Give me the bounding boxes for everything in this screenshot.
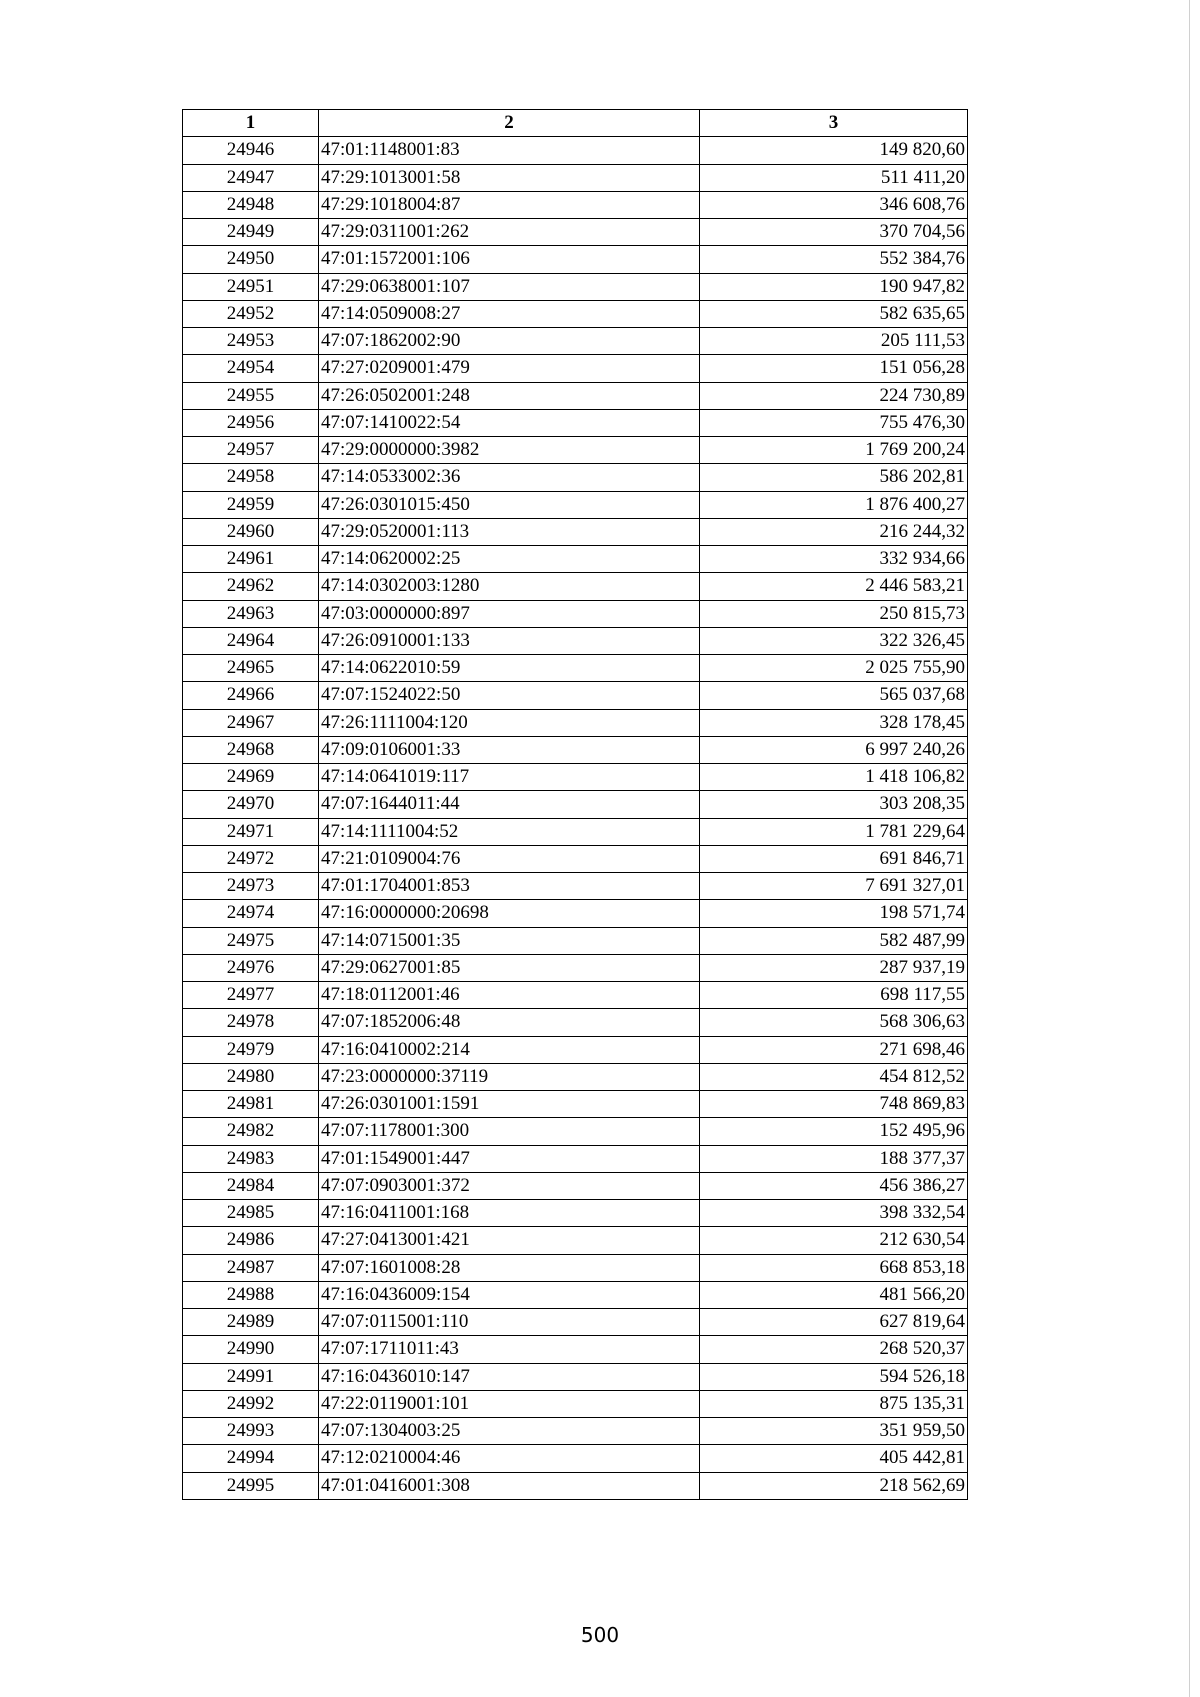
cadastral-number-cell: 47:01:0416001:308 bbox=[319, 1472, 700, 1499]
table-row bbox=[183, 164, 968, 191]
column-header-2: 2 bbox=[319, 110, 700, 137]
value-cell: 755 476,30 bbox=[700, 409, 968, 436]
page-number: 500 bbox=[580, 1623, 620, 1647]
value-cell: 405 442,81 bbox=[700, 1445, 968, 1472]
cadastral-number-cell: 47:29:0638001:107 bbox=[319, 273, 700, 300]
cadastral-number-cell: 47:26:0502001:248 bbox=[319, 382, 700, 409]
cadastral-number-cell: 47:09:0106001:33 bbox=[319, 736, 700, 763]
value-cell: 1 781 229,64 bbox=[700, 818, 968, 845]
row-number-cell: 24965 bbox=[183, 655, 319, 682]
value-cell: 190 947,82 bbox=[700, 273, 968, 300]
value-cell: 481 566,20 bbox=[700, 1281, 968, 1308]
table-row bbox=[183, 1200, 968, 1227]
value-cell: 1 769 200,24 bbox=[700, 437, 968, 464]
column-header-3: 3 bbox=[700, 110, 968, 137]
row-number-cell: 24993 bbox=[183, 1418, 319, 1445]
row-number-cell: 24959 bbox=[183, 491, 319, 518]
value-cell: 2 025 755,90 bbox=[700, 655, 968, 682]
value-cell: 151 056,28 bbox=[700, 355, 968, 382]
value-cell: 565 037,68 bbox=[700, 682, 968, 709]
value-cell: 218 562,69 bbox=[700, 1472, 968, 1499]
row-number-cell: 24953 bbox=[183, 328, 319, 355]
table-row bbox=[183, 1309, 968, 1336]
row-number-cell: 24970 bbox=[183, 791, 319, 818]
value-cell: 287 937,19 bbox=[700, 954, 968, 981]
value-cell: 748 869,83 bbox=[700, 1091, 968, 1118]
table-row bbox=[183, 1118, 968, 1145]
table-row bbox=[183, 246, 968, 273]
row-number-cell: 24947 bbox=[183, 164, 319, 191]
value-cell: 250 815,73 bbox=[700, 600, 968, 627]
value-cell: 152 495,96 bbox=[700, 1118, 968, 1145]
row-number-cell: 24962 bbox=[183, 573, 319, 600]
cadastral-number-cell: 47:07:0903001:372 bbox=[319, 1172, 700, 1199]
table-row bbox=[183, 954, 968, 981]
cadastral-number-cell: 47:14:0641019:117 bbox=[319, 764, 700, 791]
table-row bbox=[183, 845, 968, 872]
table-row bbox=[183, 764, 968, 791]
cadastral-number-cell: 47:07:0115001:110 bbox=[319, 1309, 700, 1336]
cadastral-number-cell: 47:14:0302003:1280 bbox=[319, 573, 700, 600]
row-number-cell: 24978 bbox=[183, 1009, 319, 1036]
cadastral-number-cell: 47:14:0533002:36 bbox=[319, 464, 700, 491]
table-row bbox=[183, 1227, 968, 1254]
value-cell: 1 876 400,27 bbox=[700, 491, 968, 518]
cadastral-number-cell: 47:29:0627001:85 bbox=[319, 954, 700, 981]
cadastral-number-cell: 47:29:1018004:87 bbox=[319, 191, 700, 218]
row-number-cell: 24950 bbox=[183, 246, 319, 273]
row-number-cell: 24976 bbox=[183, 954, 319, 981]
cadastral-number-cell: 47:07:1410022:54 bbox=[319, 409, 700, 436]
row-number-cell: 24957 bbox=[183, 437, 319, 464]
value-cell: 370 704,56 bbox=[700, 219, 968, 246]
value-cell: 7 691 327,01 bbox=[700, 873, 968, 900]
cadastral-number-cell: 47:14:0622010:59 bbox=[319, 655, 700, 682]
row-number-cell: 24977 bbox=[183, 982, 319, 1009]
cadastral-number-cell: 47:29:0000000:3982 bbox=[319, 437, 700, 464]
cadastral-number-cell: 47:16:0410002:214 bbox=[319, 1036, 700, 1063]
row-number-cell: 24994 bbox=[183, 1445, 319, 1472]
value-cell: 594 526,18 bbox=[700, 1363, 968, 1390]
value-cell: 456 386,27 bbox=[700, 1172, 968, 1199]
row-number-cell: 24982 bbox=[183, 1118, 319, 1145]
table-header-row bbox=[183, 110, 968, 137]
value-cell: 552 384,76 bbox=[700, 246, 968, 273]
page-edge-line bbox=[1189, 0, 1190, 1697]
row-number-cell: 24964 bbox=[183, 627, 319, 654]
cadastral-number-cell: 47:29:0311001:262 bbox=[319, 219, 700, 246]
cadastral-number-cell: 47:07:1862002:90 bbox=[319, 328, 700, 355]
table-row bbox=[183, 191, 968, 218]
row-number-cell: 24975 bbox=[183, 927, 319, 954]
row-number-cell: 24949 bbox=[183, 219, 319, 246]
row-number-cell: 24972 bbox=[183, 845, 319, 872]
table-row bbox=[183, 818, 968, 845]
value-cell: 668 853,18 bbox=[700, 1254, 968, 1281]
value-cell: 568 306,63 bbox=[700, 1009, 968, 1036]
table-row bbox=[183, 1472, 968, 1499]
cadastral-number-cell: 47:14:1111004:52 bbox=[319, 818, 700, 845]
table-row bbox=[183, 573, 968, 600]
table-row bbox=[183, 1036, 968, 1063]
cadastral-number-cell: 47:26:1111004:120 bbox=[319, 709, 700, 736]
row-number-cell: 24987 bbox=[183, 1254, 319, 1281]
cadastral-number-cell: 47:18:0112001:46 bbox=[319, 982, 700, 1009]
cadastral-number-cell: 47:23:0000000:37119 bbox=[319, 1063, 700, 1090]
value-cell: 2 446 583,21 bbox=[700, 573, 968, 600]
cadastral-number-cell: 47:07:1601008:28 bbox=[319, 1254, 700, 1281]
table-row bbox=[183, 900, 968, 927]
table-row bbox=[183, 600, 968, 627]
row-number-cell: 24966 bbox=[183, 682, 319, 709]
table-row bbox=[183, 873, 968, 900]
cadastral-number-cell: 47:26:0910001:133 bbox=[319, 627, 700, 654]
row-number-cell: 24990 bbox=[183, 1336, 319, 1363]
value-cell: 1 418 106,82 bbox=[700, 764, 968, 791]
value-cell: 6 997 240,26 bbox=[700, 736, 968, 763]
table-row bbox=[183, 464, 968, 491]
column-header-1: 1 bbox=[183, 110, 319, 137]
table-row bbox=[183, 328, 968, 355]
row-number-cell: 24955 bbox=[183, 382, 319, 409]
table-row bbox=[183, 1254, 968, 1281]
row-number-cell: 24960 bbox=[183, 518, 319, 545]
row-number-cell: 24948 bbox=[183, 191, 319, 218]
value-cell: 303 208,35 bbox=[700, 791, 968, 818]
cadastral-number-cell: 47:07:1644011:44 bbox=[319, 791, 700, 818]
table-row bbox=[183, 437, 968, 464]
table-row bbox=[183, 382, 968, 409]
table-row bbox=[183, 1390, 968, 1417]
cadastral-number-cell: 47:16:0411001:168 bbox=[319, 1200, 700, 1227]
table-row bbox=[183, 682, 968, 709]
value-cell: 322 326,45 bbox=[700, 627, 968, 654]
cadastral-number-cell: 47:14:0620002:25 bbox=[319, 546, 700, 573]
row-number-cell: 24951 bbox=[183, 273, 319, 300]
row-number-cell: 24969 bbox=[183, 764, 319, 791]
cadastral-number-cell: 47:27:0413001:421 bbox=[319, 1227, 700, 1254]
value-cell: 224 730,89 bbox=[700, 382, 968, 409]
table-row bbox=[183, 1363, 968, 1390]
table-row bbox=[183, 491, 968, 518]
cadastral-number-cell: 47:01:1549001:447 bbox=[319, 1145, 700, 1172]
value-cell: 582 635,65 bbox=[700, 300, 968, 327]
table-row bbox=[183, 1009, 968, 1036]
table-row bbox=[183, 1418, 968, 1445]
value-cell: 346 608,76 bbox=[700, 191, 968, 218]
value-cell: 328 178,45 bbox=[700, 709, 968, 736]
value-cell: 454 812,52 bbox=[700, 1063, 968, 1090]
cadastral-number-cell: 47:03:0000000:897 bbox=[319, 600, 700, 627]
row-number-cell: 24980 bbox=[183, 1063, 319, 1090]
cadastral-number-cell: 47:07:1852006:48 bbox=[319, 1009, 700, 1036]
row-number-cell: 24979 bbox=[183, 1036, 319, 1063]
row-number-cell: 24961 bbox=[183, 546, 319, 573]
row-number-cell: 24988 bbox=[183, 1281, 319, 1308]
cadastral-number-cell: 47:12:0210004:46 bbox=[319, 1445, 700, 1472]
data-table bbox=[182, 109, 968, 1500]
row-number-cell: 24981 bbox=[183, 1091, 319, 1118]
row-number-cell: 24971 bbox=[183, 818, 319, 845]
cadastral-number-cell: 47:07:1178001:300 bbox=[319, 1118, 700, 1145]
value-cell: 698 117,55 bbox=[700, 982, 968, 1009]
table-row bbox=[183, 627, 968, 654]
table-row bbox=[183, 709, 968, 736]
cadastral-number-cell: 47:07:1524022:50 bbox=[319, 682, 700, 709]
row-number-cell: 24967 bbox=[183, 709, 319, 736]
row-number-cell: 24983 bbox=[183, 1145, 319, 1172]
value-cell: 691 846,71 bbox=[700, 845, 968, 872]
row-number-cell: 24968 bbox=[183, 736, 319, 763]
value-cell: 205 111,53 bbox=[700, 328, 968, 355]
table-body bbox=[183, 137, 968, 1500]
cadastral-number-cell: 47:29:1013001:58 bbox=[319, 164, 700, 191]
row-number-cell: 24986 bbox=[183, 1227, 319, 1254]
table-row bbox=[183, 791, 968, 818]
cadastral-number-cell: 47:14:0509008:27 bbox=[319, 300, 700, 327]
table-row bbox=[183, 409, 968, 436]
value-cell: 332 934,66 bbox=[700, 546, 968, 573]
table-row bbox=[183, 273, 968, 300]
value-cell: 511 411,20 bbox=[700, 164, 968, 191]
row-number-cell: 24952 bbox=[183, 300, 319, 327]
table-row bbox=[183, 546, 968, 573]
table-row bbox=[183, 736, 968, 763]
cadastral-number-cell: 47:14:0715001:35 bbox=[319, 927, 700, 954]
value-cell: 271 698,46 bbox=[700, 1036, 968, 1063]
value-cell: 627 819,64 bbox=[700, 1309, 968, 1336]
table-row bbox=[183, 355, 968, 382]
value-cell: 586 202,81 bbox=[700, 464, 968, 491]
value-cell: 582 487,99 bbox=[700, 927, 968, 954]
table-row bbox=[183, 300, 968, 327]
row-number-cell: 24992 bbox=[183, 1390, 319, 1417]
cadastral-number-cell: 47:01:1148001:83 bbox=[319, 137, 700, 164]
value-cell: 216 244,32 bbox=[700, 518, 968, 545]
cadastral-number-cell: 47:01:1572001:106 bbox=[319, 246, 700, 273]
cadastral-number-cell: 47:16:0000000:20698 bbox=[319, 900, 700, 927]
table-row bbox=[183, 518, 968, 545]
table-row bbox=[183, 219, 968, 246]
cadastral-number-cell: 47:01:1704001:853 bbox=[319, 873, 700, 900]
value-cell: 875 135,31 bbox=[700, 1390, 968, 1417]
cadastral-number-cell: 47:21:0109004:76 bbox=[319, 845, 700, 872]
value-cell: 149 820,60 bbox=[700, 137, 968, 164]
table-row bbox=[183, 982, 968, 1009]
row-number-cell: 24991 bbox=[183, 1363, 319, 1390]
row-number-cell: 24984 bbox=[183, 1172, 319, 1199]
cadastral-number-cell: 47:22:0119001:101 bbox=[319, 1390, 700, 1417]
row-number-cell: 24989 bbox=[183, 1309, 319, 1336]
table-row bbox=[183, 927, 968, 954]
table-row bbox=[183, 1336, 968, 1363]
cadastral-number-cell: 47:26:0301001:1591 bbox=[319, 1091, 700, 1118]
cadastral-number-cell: 47:29:0520001:113 bbox=[319, 518, 700, 545]
table-header bbox=[183, 110, 968, 137]
cadastral-number-cell: 47:16:0436010:147 bbox=[319, 1363, 700, 1390]
row-number-cell: 24995 bbox=[183, 1472, 319, 1499]
row-number-cell: 24958 bbox=[183, 464, 319, 491]
table-row bbox=[183, 655, 968, 682]
table-row bbox=[183, 1091, 968, 1118]
table-row bbox=[183, 1172, 968, 1199]
table-row bbox=[183, 137, 968, 164]
value-cell: 351 959,50 bbox=[700, 1418, 968, 1445]
row-number-cell: 24963 bbox=[183, 600, 319, 627]
table-row bbox=[183, 1145, 968, 1172]
cadastral-number-cell: 47:07:1304003:25 bbox=[319, 1418, 700, 1445]
table-row bbox=[183, 1281, 968, 1308]
value-cell: 212 630,54 bbox=[700, 1227, 968, 1254]
row-number-cell: 24974 bbox=[183, 900, 319, 927]
cadastral-number-cell: 47:26:0301015:450 bbox=[319, 491, 700, 518]
table-row bbox=[183, 1063, 968, 1090]
table-row bbox=[183, 1445, 968, 1472]
value-cell: 268 520,37 bbox=[700, 1336, 968, 1363]
value-cell: 198 571,74 bbox=[700, 900, 968, 927]
row-number-cell: 24973 bbox=[183, 873, 319, 900]
row-number-cell: 24985 bbox=[183, 1200, 319, 1227]
row-number-cell: 24946 bbox=[183, 137, 319, 164]
cadastral-number-cell: 47:27:0209001:479 bbox=[319, 355, 700, 382]
row-number-cell: 24956 bbox=[183, 409, 319, 436]
value-cell: 398 332,54 bbox=[700, 1200, 968, 1227]
value-cell: 188 377,37 bbox=[700, 1145, 968, 1172]
row-number-cell: 24954 bbox=[183, 355, 319, 382]
cadastral-number-cell: 47:16:0436009:154 bbox=[319, 1281, 700, 1308]
cadastral-number-cell: 47:07:1711011:43 bbox=[319, 1336, 700, 1363]
